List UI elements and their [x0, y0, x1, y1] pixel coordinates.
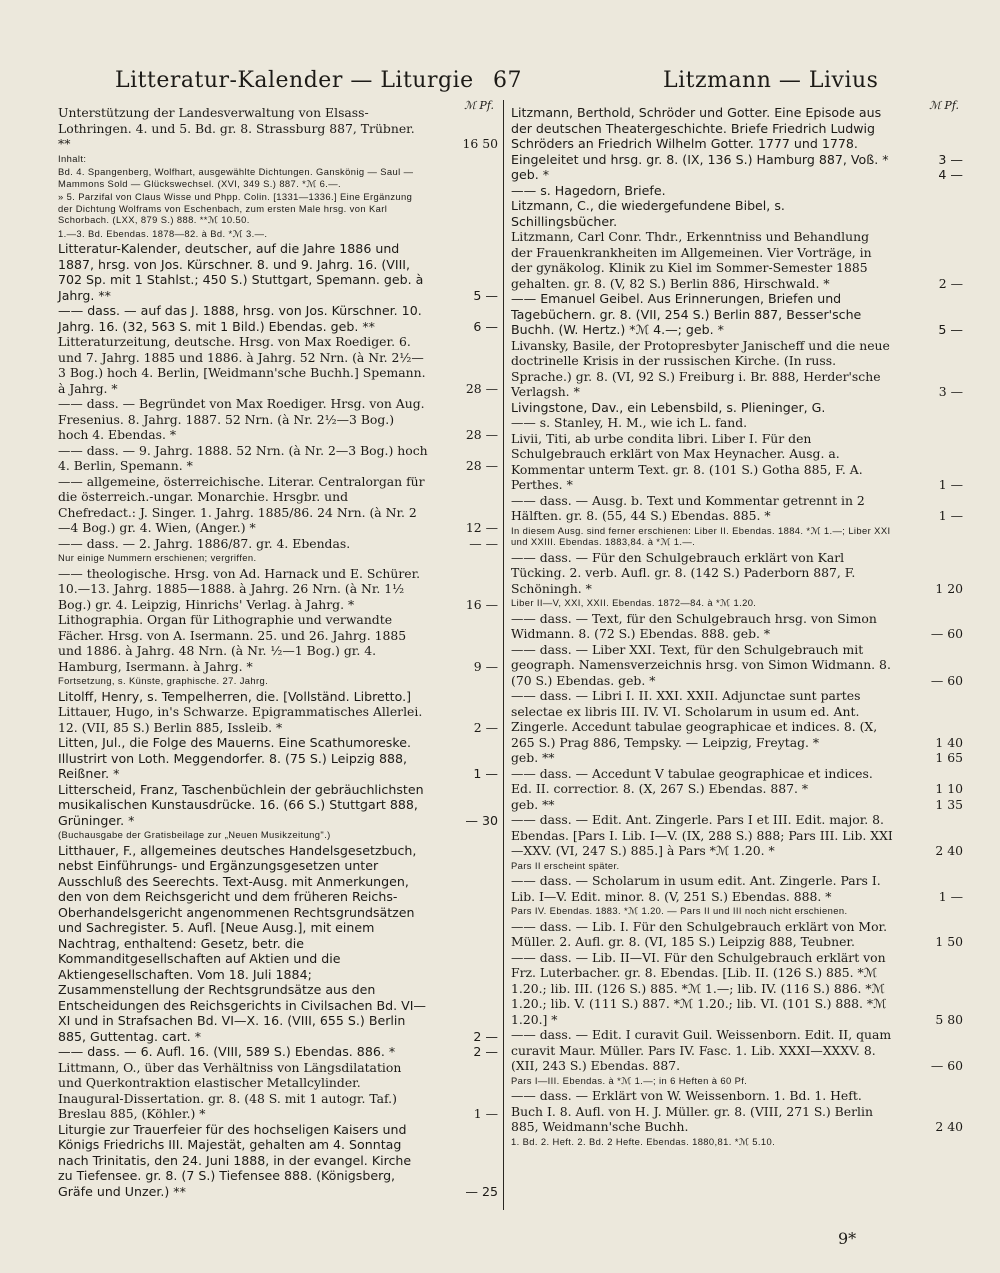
entry-price: 2 —: [938, 275, 963, 291]
entry-price: 1 40: [935, 734, 963, 750]
entry-price: 3 —: [938, 151, 963, 167]
catalog-entry: [511, 105, 963, 167]
catalog-entry: [511, 812, 963, 859]
entry-text: Litolff, Henry, s. Tempelherren, die. [Vollständ. Libretto.]: [58, 688, 412, 704]
entry-price: 1 —: [938, 888, 963, 904]
entry-text: —— Emanuel Geibel. Aus Erinnerungen, Briefen und Tagebüchern. gr. 8. (VII, 254 S.) Berlin 887, Besser'sche Buchh. (W. Hertz.) *ℳ 4.—; geb. *: [511, 291, 862, 337]
entry-text: Littmann, O., über das Verhältniss von Längsdilatation und Querkontraktion elastischer Metallcylinder. Inaugural-Dissertation. gr. 8. (48 S. mit 1 autogr. Taf.) Breslau 885, (Köhler.) *: [58, 1059, 402, 1121]
catalog-entry: [58, 612, 498, 674]
entry-price: 1 65: [935, 750, 963, 765]
entry-text: Unterstützung der Landesverwaltung von Elsass-Lothringen. 4. und 5. Bd. gr. 8. Strassburg 887, Trübner. **: [58, 105, 415, 151]
entry-text: —— dass. — 9. Jahrg. 1888. 52 Nrn. (à Nr. 2—3 Bog.) hoch 4. Berlin, Spemann. *: [58, 442, 428, 473]
bibliographic-note: Fortsetzung, s. Künste, graphische. 27. Jahrg.: [58, 675, 269, 686]
catalog-entry: [511, 167, 963, 183]
catalog-entry: [58, 1060, 498, 1122]
entry-text: —— s. Stanley, H. M., wie ich L. fand.: [511, 415, 748, 430]
entry-text: Litteratur-Kalender, deutscher, auf die Jahre 1886 und 1887, hrsg. von Jos. Kürschner. 8. und 9. Jahrg. 16. (VIII, 702 Sp. mit 1 Stahlst.; 450 S.) Stuttgart, Spemann. geb. à Jahrg. **: [58, 241, 424, 303]
entry-price: — 30: [465, 812, 498, 828]
entry-price: 1 50: [935, 934, 963, 949]
catalog-entry: [58, 241, 498, 303]
entry-text: —— dass. — Begründet von Max Roediger. Hrsg. von Aug. Fresenius. 8. Jahrg. 1887. 52 Nrn. (à Nr. 2½—3 Bog.) hoch 4. Ebendas. *: [58, 396, 425, 442]
bibliographic-note: Pars I—III. Ebendas. à *ℳ 1.—; in 6 Heften à 60 Pf.: [511, 1074, 748, 1086]
entry-price: — 60: [930, 626, 963, 641]
entry-price: 4 —: [938, 167, 963, 182]
entry-price: 1 35: [935, 796, 963, 812]
catalog-entry: [511, 1088, 963, 1135]
entry-text: —— dass. — Lib. II—VI. Für den Schulgebrauch erklärt von Frz. Luterbacher. gr. 8. Ebendas. [Lib. II. (126 S.) 885. *ℳ 1.20.; lib. III. (126 S.) 885. *ℳ 1.—; lib. IV. (116 S.) 886. *ℳ 1.20.; lib. V. (111 S.) 887. *ℳ 1.20.; lib. VI. (101 S.) 888. *ℳ 1.20.] *: [511, 949, 887, 1027]
catalog-entry: [511, 797, 963, 813]
entry-price: 16 —: [465, 596, 498, 612]
bibliographic-note: Liber II—V, XXI, XXII. Ebendas. 1872—84. à *ℳ 1.20.: [511, 597, 757, 608]
bibliographic-note: Pars IV. Ebendas. 1883. *ℳ 1.20. — Pars II und III noch nicht erschienen.: [511, 905, 848, 916]
catalog-entry: [511, 611, 963, 642]
entry-text: Litteraturzeitung, deutsche. Hrsg. von Max Roediger. 6. und 7. Jahrg. 1885 und 1886. à Jahrg. 52 Nrn. (à Nr. 2½—3 Bog.) hoch 4. Berlin, [Weidmann'sche Buchh.] Spemann. à Jahrg. *: [58, 334, 426, 396]
entry-text: —— dass. — Für den Schulgebrauch erklärt von Karl Tücking. 2. verb. Aufl. gr. 8. (142 S.) Paderborn 887, F. Schöningh. *: [511, 549, 856, 596]
entry-text: Litzmann, C., die wiedergefundene Bibel, s. Schillingsbücher.: [511, 198, 785, 229]
catalog-entry: [511, 431, 963, 493]
entry-price: 28 —: [465, 458, 498, 473]
catalog-entry: [58, 536, 498, 552]
entry-price: 28 —: [465, 380, 498, 396]
right-column: [511, 100, 963, 1149]
catalog-entry: [511, 229, 963, 291]
catalog-entry: [58, 704, 498, 735]
entry-text: Liturgie zur Trauerfeier für des hochseligen Kaisers und Königs Friedrichs III. Majestät, gehalten am 4. Sonntag nach Trinitatis, den 24. Juni 1888, in der evangel. Kirche zu Tiefensee. gr. 8. (7 S.) Tiefensee 888. (Königsberg, Gräfe und Unzer.) **: [58, 1121, 412, 1199]
header-right-title: Litzmann — Livius: [663, 68, 879, 93]
entry-text: —— theologische. Hrsg. von Ad. Harnack und E. Schürer. 10.—13. Jahrg. 1885—1888. à Jahrg. 26 Nrn. (à Nr. 1½ Bog.) gr. 4. Leipzig, Hinrichs' Verlag. à Jahrg. *: [58, 565, 421, 612]
catalog-entry: [58, 566, 498, 613]
catalog-entry: [58, 396, 498, 443]
entry-text: —— dass. — Edit. Ant. Zingerle. Pars I et III. Edit. major. 8. Ebendas. [Pars I. Lib. I—V. (IX, 288 S.) 888; Pars III. Lib. XXI—XXV. (VI, 247 S.) 885.] à Pars *ℳ 1.20. *: [511, 812, 893, 858]
entry-price: 28 —: [465, 427, 498, 442]
entry-price: 12 —: [465, 520, 498, 535]
entry-price: 16 50: [462, 136, 498, 151]
entry-text: —— dass. — 6. Aufl. 16. (VIII, 589 S.) Ebendas. 886. *: [58, 1044, 396, 1059]
entry-text: —— dass. — 2. Jahrg. 1886/87. gr. 4. Ebendas.: [58, 535, 351, 551]
bibliographic-note: » 5. Parzifal von Claus Wisse und Phpp. Colin. [1331—1336.] Eine Ergänzung der Dichtung Wolframs von Eschenbach, zum ersten Male hrsg. von Karl Schorbach. (LXX, 879 S.) 888. **ℳ 10.50.: [58, 191, 413, 225]
currency-unit-label: ℳ Pf.: [464, 99, 494, 112]
entry-text: —— dass. — Lib. I. Für den Schulgebrauch erklärt von Mor. Müller. 2. Aufl. gr. 8. (VI, 185 S.) Leipzig 888, Teubner.: [511, 918, 888, 949]
bibliographic-note: Inhalt:: [58, 152, 87, 164]
entry-text: —— dass. — Text, für den Schulgebrauch hrsg. von Simon Widmann. 8. (72 S.) Ebendas. 888. geb. *: [511, 610, 877, 641]
entry-price: 5 80: [935, 1011, 963, 1027]
entry-text: —— dass. — Ausg. b. Text und Kommentar getrennt in 2 Hälften. gr. 8. (55, 44 S.) Ebendas. 885. *: [511, 492, 865, 523]
entry-text: Livii, Titi, ab urbe condita libri. Liber I. Für den Schulgebrauch erklärt von Max Heynacher. Ausg. a. Kommentar unterm Text. gr. 8. (101 S.) Gotha 885, F. A. Perthes. *: [511, 430, 863, 492]
catalog-entry: [58, 474, 498, 536]
entry-text: geb. **: [511, 750, 555, 765]
entry-text: Livansky, Basile, der Protopresbyter Janischeff und die neue doctrinelle Krisis in der russischen Kirche. (In russ. Sprache.) gr. 8. (VI, 92 S.) Freiburg i. Br. 888, Herder'sche Verlagsh. *: [511, 337, 890, 399]
entry-text: Litthauer, F., allgemeines deutsches Handelsgesetzbuch, nebst Einführungs- und Ergänzungsgesetzen unter Ausschluß des Seerechts. Text-Ausg. mit Anmerkungen, den von dem Reichsgericht und dem früheren Reichs-Oberhandelsgericht angenommenen Rechtsgrundsätzen und Sachregister. 5. Aufl. [Neue Ausg.], mit einem Nachtrag, enthaltend: Gesetz, betr. die Kommanditgesellschaften auf Aktien und die Aktiengesellschaften. Vom 18. Juli 1884; Zusammenstellung der Rechtsgrundsätze aus den Entscheidungen des Reichsgerichts in Civilsachen Bd. VI—XI und in Strafsachen Bd. VI—X. 16. (VIII, 655 S.) Berlin 885, Guttentag. cart. *: [58, 842, 427, 1044]
entry-price: — 60: [930, 1058, 963, 1073]
catalog-entry: [511, 950, 963, 1028]
entry-text: —— dass. — Scholarum in usum edit. Ant. Zingerle. Pars I. Lib. I—V. Edit. minor. 8. (V, 251 S.) Ebendas. 888. *: [511, 873, 881, 904]
entry-text: —— dass. — Erklärt von W. Weissenborn. 1. Bd. 1. Heft. Buch I. 8. Aufl. von H. J. Müller. gr. 8. (VIII, 271 S.) Berlin 885, Weidmann'sche Buchh.: [511, 1088, 873, 1134]
entry-text: geb. *: [511, 167, 550, 182]
entry-price: 5 —: [473, 287, 498, 303]
catalog-entry: [511, 688, 963, 750]
entry-text: Littauer, Hugo, in's Schwarze. Epigrammatisches Allerlei. 12. (VII, 85 S.) Berlin 885, Issleib. *: [58, 704, 423, 735]
catalog-entry: [511, 183, 963, 199]
currency-unit-label: ℳ Pf.: [929, 99, 959, 112]
entry-text: —— dass. — auf das J. 1888, hrsg. von Jos. Kürschner. 10. Jahrg. 16. (32, 563 S. mit 1 Bild.) Ebendas. geb. **: [58, 303, 422, 334]
catalog-entry: [511, 766, 963, 797]
catalog-entry: [511, 338, 963, 400]
header-left-title: Litteratur-Kalender — Liturgie: [115, 68, 474, 93]
entry-price: 2 40: [935, 1119, 963, 1134]
entry-price: 9 —: [473, 658, 498, 674]
entry-price: 1 —: [938, 477, 963, 492]
entry-price: 2 —: [473, 719, 498, 735]
catalog-entry: [58, 735, 498, 782]
entry-text: —— dass. — Accedunt V tabulae geographicae et indices. Ed. II. correctior. 8. (X, 267 S.) Ebendas. 887. *: [511, 765, 873, 796]
entry-price: 1 —: [473, 766, 498, 781]
bibliographic-note: 1.—3. Bd. Ebendas. 1878—82. à Bd. *ℳ 3.—.: [58, 227, 268, 239]
catalog-entry: [511, 642, 963, 689]
catalog-entry: [511, 291, 963, 338]
bibliographic-note: In diesem Ausg. sind ferner erschienen: Liber II. Ebendas. 1884. *ℳ 1.—; Liber XXI und XXIII. Ebendas. 1883,84. à *ℳ 1.—.: [511, 524, 891, 547]
entry-text: —— dass. — Liber XXI. Text, für den Schulgebrauch mit geograph. Namensverzeichnis hrsg. von Simon Widmann. 8. (70 S.) Ebendas. geb. *: [511, 641, 891, 688]
entry-price: 1 20: [935, 580, 963, 596]
catalog-entry: [511, 493, 963, 524]
catalog-entry: [58, 105, 498, 152]
entry-price: — 25: [465, 1183, 498, 1199]
catalog-entry: [58, 334, 498, 396]
running-header: [60, 68, 960, 98]
catalog-entry: [511, 750, 963, 766]
catalog-entry: [511, 198, 963, 229]
catalog-entry: [511, 919, 963, 950]
entry-price: 3 —: [938, 384, 963, 399]
signature-mark: 9*: [838, 1229, 857, 1248]
entry-price: 1 10: [935, 781, 963, 796]
entry-price: 6 —: [473, 318, 498, 334]
entry-price: 2 40: [935, 843, 963, 858]
entry-price: 2 —: [473, 1044, 498, 1059]
catalog-entry: [58, 443, 498, 474]
entry-price: — —: [469, 535, 498, 551]
catalog-entry: [511, 1027, 963, 1074]
entry-text: —— s. Hagedorn, Briefe.: [511, 182, 666, 198]
bibliographic-note: (Buchausgabe der Gratisbeilage zur „Neuen Musikzeitung".): [58, 829, 331, 840]
bibliographic-note: Pars II erscheint später.: [511, 859, 620, 871]
bibliographic-note: Nur einige Nummern erschienen; vergriffen.: [58, 552, 257, 563]
entry-text: —— dass. — Edit. I curavit Guil. Weissenborn. Edit. II, quam curavit Maur. Müller. Pars IV. Fasc. 1. Lib. XXXI—XXXV. 8. (XII, 243 S.) Ebendas. 887.: [511, 1027, 892, 1073]
catalog-entry: [58, 1044, 498, 1060]
catalog-entry: [511, 400, 963, 416]
left-column: [58, 100, 498, 1199]
catalog-entry: [511, 873, 963, 904]
entry-text: Litterscheid, Franz, Taschenbüchlein der gebräuchlichsten musikalischen Kunstausdrücke. 16. (66 S.) Stuttgart 888, Grüninger. *: [58, 781, 424, 828]
entry-text: Litten, Jul., die Folge des Mauerns. Eine Scathumoreske. Illustrirt von Loth. Meggendorfer. 8. (75 S.) Leipzig 888, Reißner. *: [58, 735, 411, 781]
entry-price: 2 —: [473, 1028, 498, 1044]
entry-text: —— allgemeine, österreichische. Literar. Centralorgan für die österreich.-ungar. Monarchie. Hrsgbr. und Chefredact.: J. Singer. 1. Jahrg. 1885/86. 24 Nrn. (à Nr. 2—4 Bog.) gr. 4. Wien, (Anger.) *: [58, 473, 425, 535]
catalog-entry: [511, 415, 963, 431]
entry-text: Litzmann, Berthold, Schröder und Gotter. Eine Episode aus der deutschen Theatergeschichte. Briefe Friedrich Ludwig Schröders an Friedrich Wilhelm Gotter. 1777 und 1778. Eingeleitet und hrsg. gr. 8. (IX, 136 S.) Hamburg 887, Voß. *: [511, 105, 889, 167]
entry-text: —— dass. — Libri I. II. XXI. XXII. Adjunctae sunt partes selectae ex libris III. IV. VI. Scholarum in usum ed. Ant. Zingerle. Accedunt tabulae geographicae et indices. 8. (X, 265 S.) Prag 886, Tempsky. — Leipzig, Freytag. *: [511, 688, 878, 750]
catalog-entry: [511, 550, 963, 597]
catalog-entry: [58, 782, 498, 829]
entry-price: — 60: [930, 672, 963, 688]
entry-text: geb. **: [511, 796, 555, 812]
column-divider: [503, 100, 504, 1210]
entry-text: Lithographia. Organ für Lithographie und verwandte Fächer. Hrsg. von A. Isermann. 25. und 26. Jahrg. 1885 und 1886. à Jahrg. 48 Nrn. (à Nr. ½—1 Bog.) gr. 4. Hamburg, Isermann. à Jahrg. *: [58, 612, 407, 674]
entry-price: 1 —: [938, 508, 963, 523]
bibliographic-note: 1. Bd. 2. Heft. 2. Bd. 2 Hefte. Ebendas. 1880,81. *ℳ 5.10.: [511, 1135, 776, 1147]
entry-text: Litzmann, Carl Conr. Thdr., Erkenntniss und Behandlung der Frauenkrankheiten im Allgemeinen. Vier Vorträge, in der gynäkolog. Klinik zu Kiel im Sommer-Semester 1885 gehalten. gr. 8. (V, 82 S.) Berlin 886, Hirschwald. *: [511, 229, 872, 291]
catalog-entry: [58, 843, 498, 1045]
catalog-entry: [58, 303, 498, 334]
entry-price: 5 —: [938, 322, 963, 337]
page-number: 67: [493, 68, 522, 93]
catalog-entry: [58, 689, 498, 705]
entry-price: 1 —: [473, 1106, 498, 1121]
catalog-entry: [58, 1122, 498, 1200]
entry-text: Livingstone, Dav., ein Lebensbild, s. Plieninger, G.: [511, 399, 826, 415]
bibliographic-note: Bd. 4. Spangenberg, Wolfhart, ausgewählte Dichtungen. Ganskönig — Saul — Mammons Sold — Glückswechsel. (XVI, 349 S.) 887. *ℳ 6.—.: [58, 166, 414, 189]
